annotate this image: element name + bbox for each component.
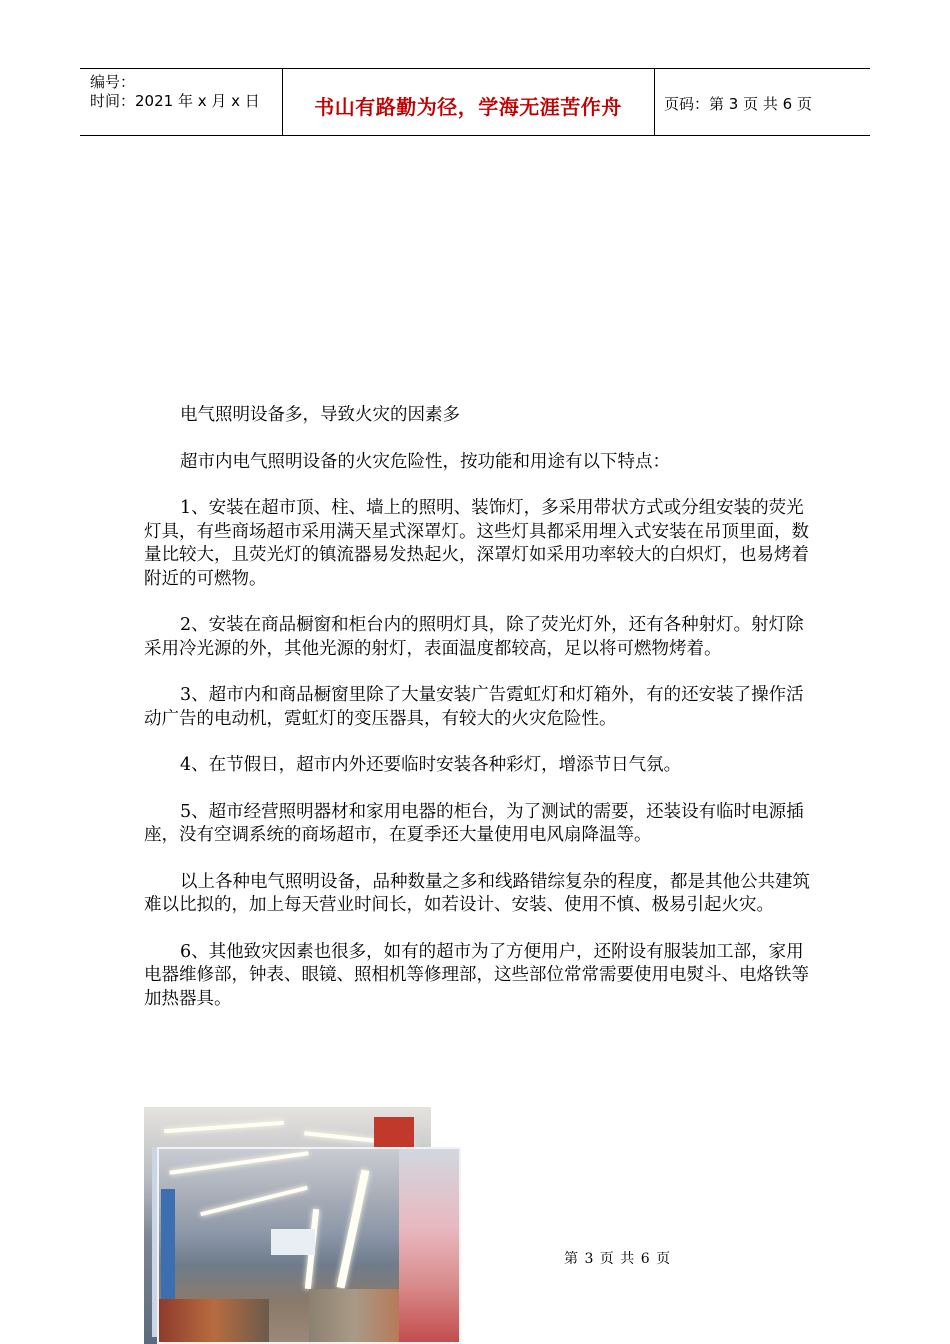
document-number-label: 编号： — [90, 73, 136, 91]
body-paragraph: 超市内电气照明设备的火灾危险性，按功能和用途有以下特点： — [180, 451, 670, 472]
body-paragraph: 6、其他致灾因素也很多，如有的超市为了方便用户，还附设有服装加工部，家用电器维修部，钟表、眼镜、照相机等修理部，这些部位常常需要使用电熨斗、电烙铁等加热器具。 — [144, 941, 809, 1009]
header-page-number: 页码：第 3 页 共 6 页 — [664, 95, 812, 113]
page-header — [80, 68, 870, 136]
document-time-label: 时间：2021 年 x 月 x 日 — [90, 92, 260, 110]
body-paragraph: 3、超市内和商品橱窗里除了大量安装广告霓虹灯和灯箱外，有的还安装了操作活动广告的电动机，霓虹灯的变压器具，有较大的火灾危险性。 — [144, 685, 804, 729]
document-body — [144, 404, 814, 1034]
header-meta — [90, 73, 260, 111]
body-paragraph: 1、安装在超市顶、柱、墙上的照明、装饰灯，多采用带状方式或分组安装的荧光灯具，有些商场超市采用满天星式深罩灯。这些灯具都采用埋入式安装在吊顶里面，数量比较大，且荧光灯的镇流器易发热起火，深罩灯如采用功率较大的白炽灯，也易烤着附近的可燃物。 — [144, 498, 809, 589]
supermarket-photo-front — [157, 1147, 461, 1344]
body-paragraph: 5、超市经营照明器材和家用电器的柜台，为了测试的需要，还装设有临时电源插座，没有空调系统的商场超市，在夏季还大量使用电风扇降温等。 — [144, 801, 804, 845]
body-paragraph: 电气照明设备多，导致火灾的因素多 — [180, 405, 460, 425]
body-paragraph: 2、安装在商品橱窗和柜台内的照明灯具，除了荧光灯外，还有各种射灯。射灯除采用冷光源的外，其他光源的射灯，表面温度都较高，足以将可燃物烤着。 — [144, 615, 804, 659]
body-paragraph: 4、在节假日，超市内外还要临时安装各种彩灯，增添节日气氛。 — [180, 755, 682, 775]
body-paragraph: 以上各种电气照明设备，品种数量之多和线路错综复杂的程度，都是其他公共建筑难以比拟的，加上每天营业时间长，如若设计、安装、使用不慎、极易引起火灾。 — [144, 871, 810, 915]
header-divider — [654, 69, 655, 135]
page-footer: 第 3 页 共 6 页 — [564, 1251, 672, 1267]
header-motto: 书山有路勤为径，学海无涯苦作舟 — [314, 95, 622, 119]
